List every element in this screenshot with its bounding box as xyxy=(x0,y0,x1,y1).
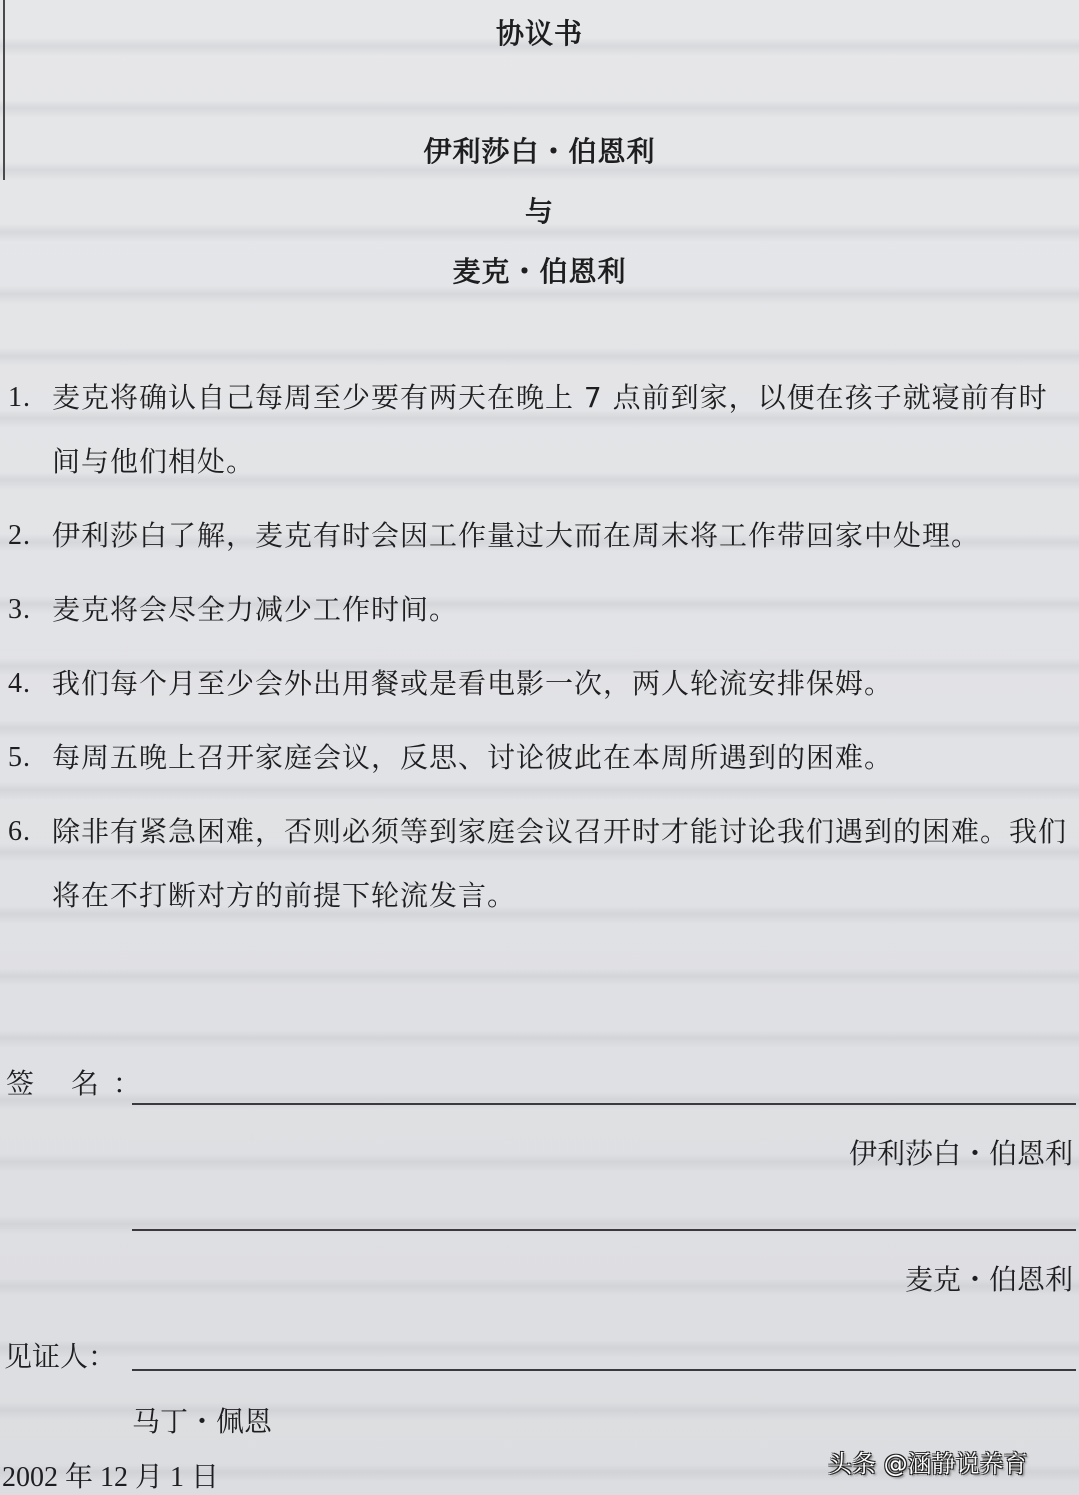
clause-item xyxy=(0,578,1079,642)
clause-number: 5. xyxy=(8,742,31,773)
clause-item xyxy=(0,366,1079,494)
clause-text: 我们每个月至少会外出用餐或是看电影一次，两人轮流安排保姆。 xyxy=(52,667,894,700)
signer-1-name: 伊利莎白・伯恩利 xyxy=(848,1137,1073,1170)
signer-2-name: 麦克・伯恩利 xyxy=(904,1263,1073,1296)
clause-item xyxy=(0,800,1079,928)
party-1-name: 伊利莎白・伯恩利 xyxy=(423,135,656,168)
clause-number: 1. xyxy=(8,382,31,413)
clause-text: 每周五晚上召开家庭会议，反思、讨论彼此在本周所遇到的困难。 xyxy=(52,741,894,774)
clause-item xyxy=(0,652,1079,716)
clause-number: 2. xyxy=(8,520,31,551)
clause-text: 伊利莎白了解，麦克有时会因工作量过大而在周末将工作带回家中处理。 xyxy=(52,519,981,552)
witness-name: 马丁・佩恩 xyxy=(132,1405,273,1438)
document-title: 协议书 xyxy=(495,17,583,50)
clause-text: 麦克将确认自己每周至少要有两天在晚上 7 点前到家，以便在孩子就寝前有时间与他们相处。 xyxy=(52,381,1048,478)
party-2-name: 麦克・伯恩利 xyxy=(452,255,627,288)
witness-signature-line xyxy=(132,1369,1076,1371)
signature-line-1 xyxy=(132,1103,1076,1105)
document-date: 2002 年 12 月 1 日 xyxy=(2,1462,220,1493)
clause-list xyxy=(0,366,1079,938)
signature-label: 签 名： xyxy=(6,1067,155,1100)
clause-text: 麦克将会尽全力减少工作时间。 xyxy=(52,593,459,626)
clause-item xyxy=(0,726,1079,790)
clause-number: 4. xyxy=(8,668,31,699)
clause-number: 3. xyxy=(8,594,31,625)
clause-number: 6. xyxy=(8,816,31,847)
clause-item xyxy=(0,504,1079,568)
signature-line-2 xyxy=(132,1229,1076,1231)
clause-text: 除非有紧急困难，否则必须等到家庭会议召开时才能讨论我们遇到的困难。我们将在不打断对方的前提下轮流发言。 xyxy=(52,815,1068,912)
witness-label: 见证人： xyxy=(4,1340,117,1373)
party-conjunction: 与 xyxy=(524,195,554,228)
watermark: 头条 @涵静说养育 xyxy=(828,1450,1028,1478)
